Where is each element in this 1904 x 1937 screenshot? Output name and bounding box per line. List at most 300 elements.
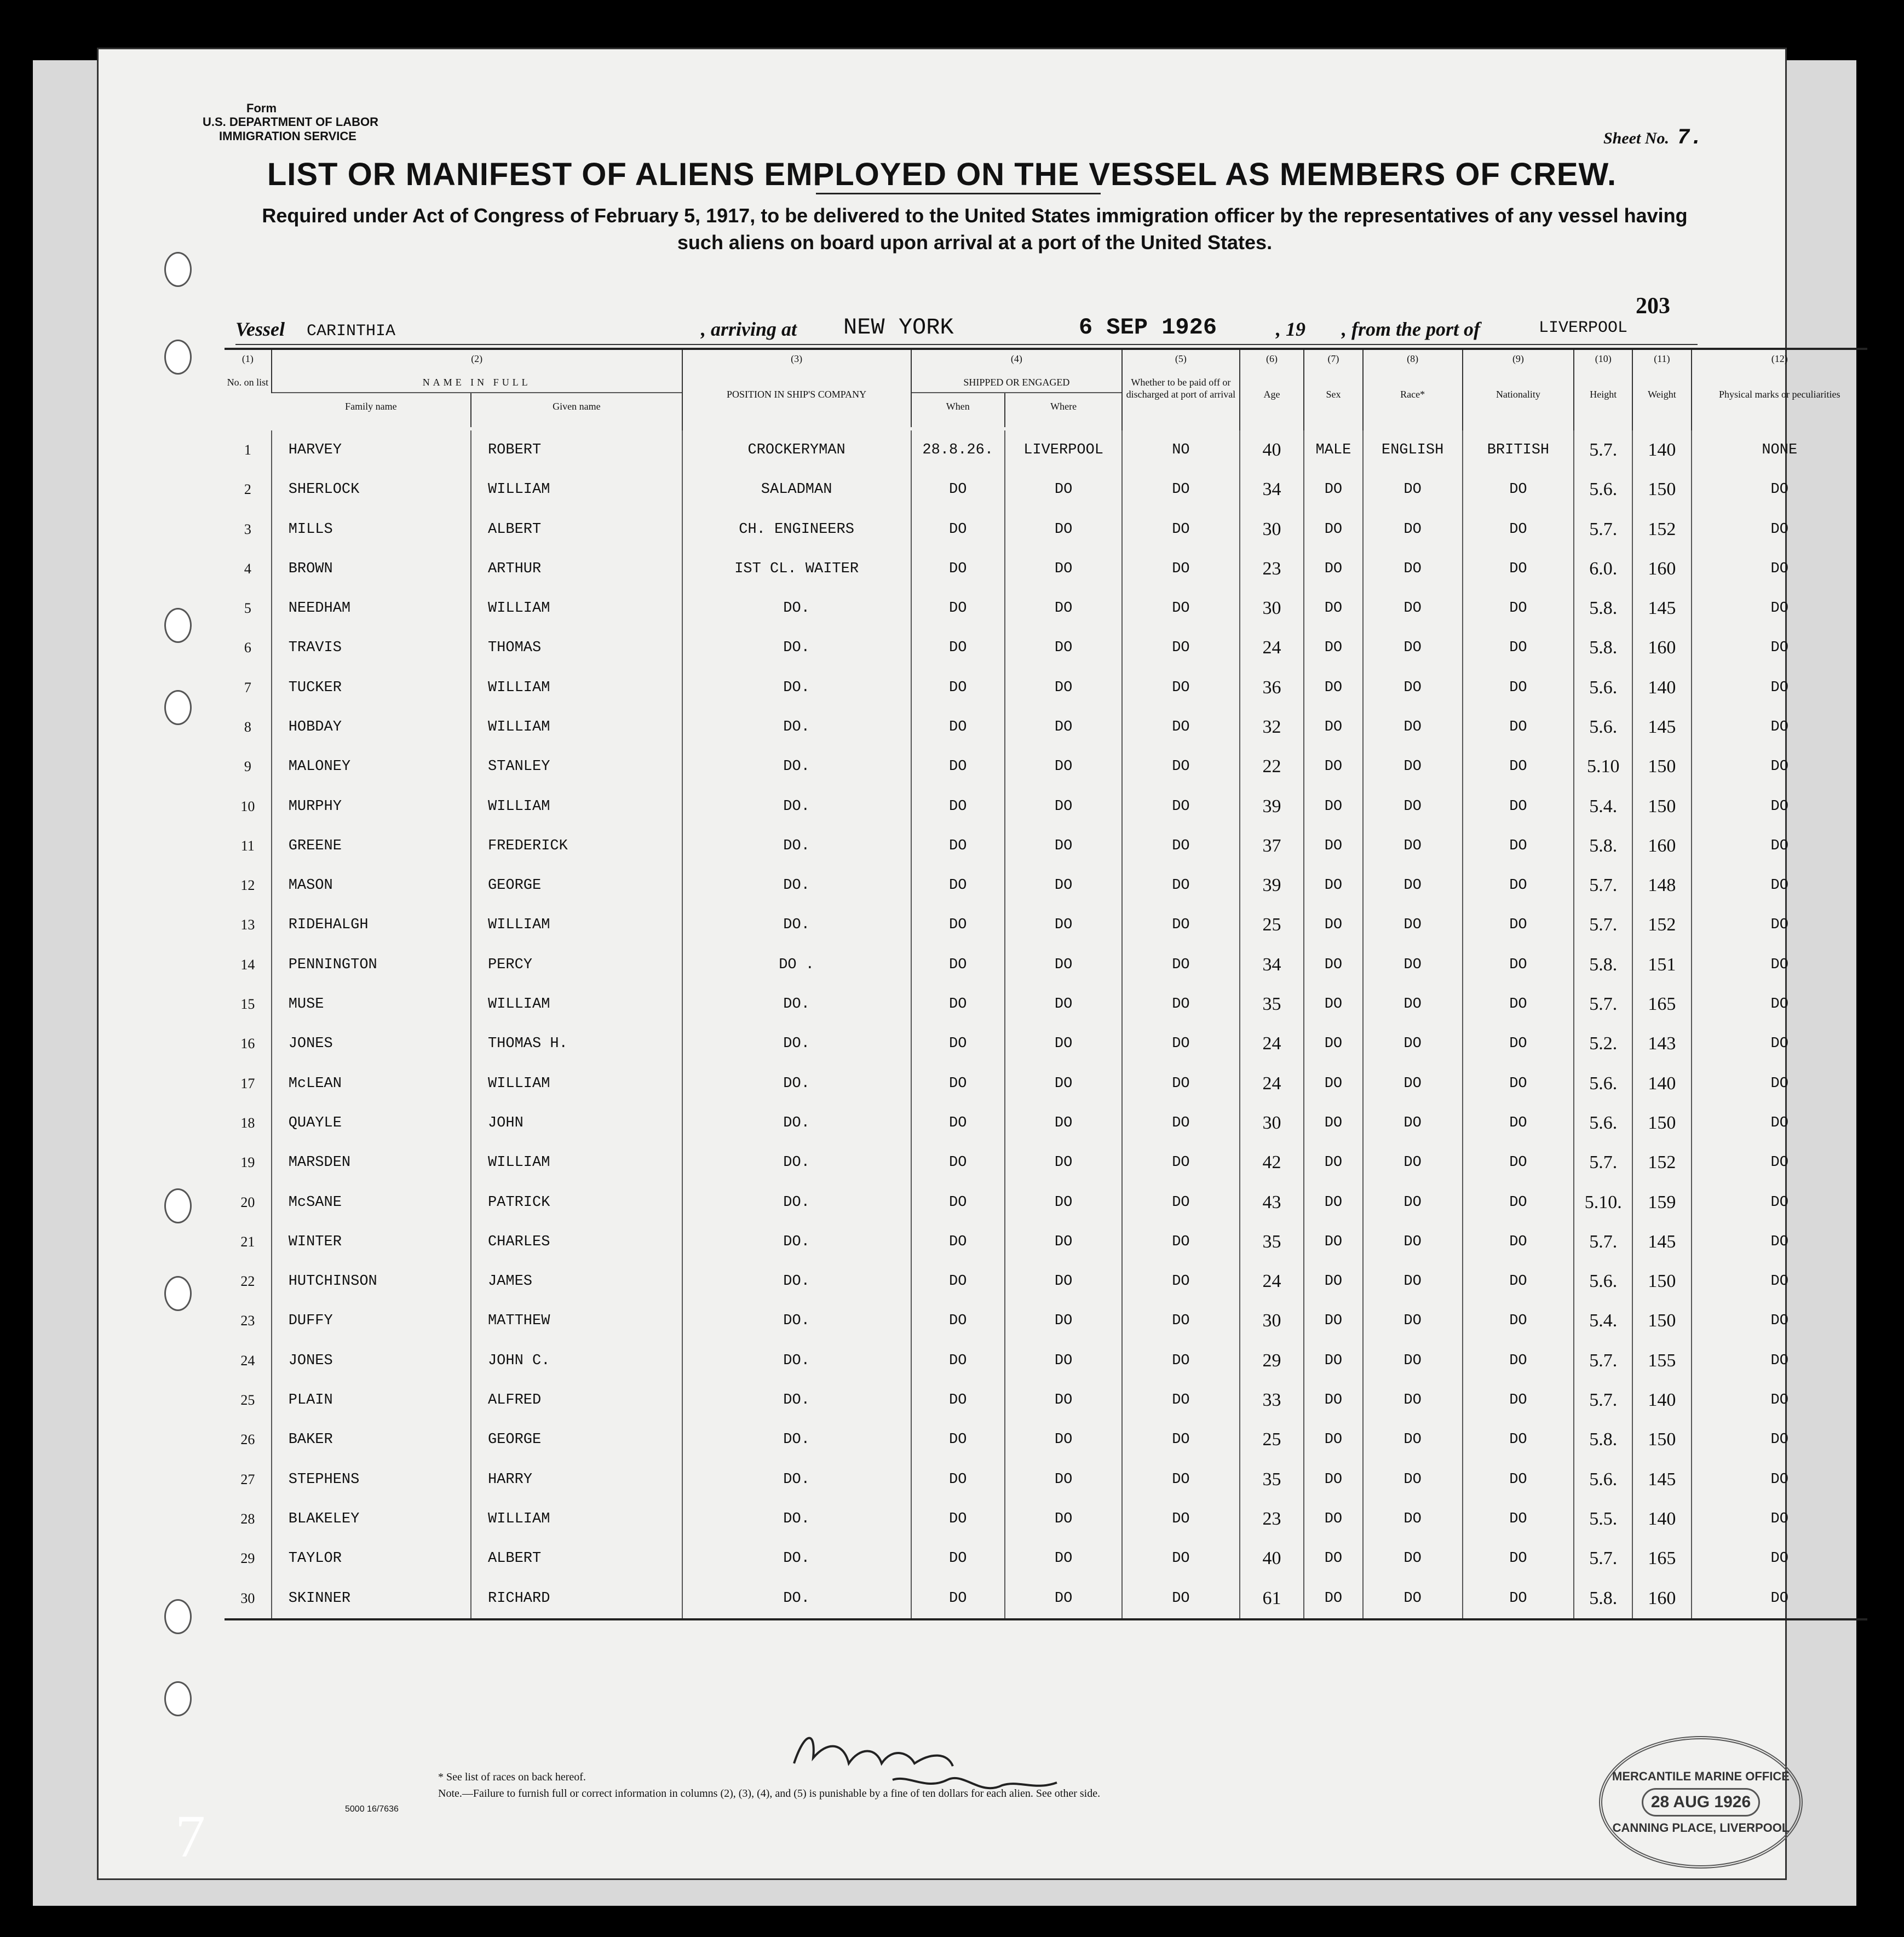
cell-weight: 140 [1632, 1381, 1691, 1420]
col-where-header: Where [1005, 393, 1122, 427]
cell-where: DO [1005, 1420, 1122, 1459]
cell-age: 34 [1240, 945, 1304, 985]
cell-height: 5.8. [1574, 1578, 1632, 1619]
cell-given: WILLIAM [471, 905, 682, 945]
cell-no: 14 [240, 956, 255, 973]
cell-race: DO [1363, 1420, 1463, 1459]
table-row [225, 1143, 1867, 1182]
cell-paid: DO [1122, 866, 1239, 905]
cell-marks: DO [1692, 1539, 1868, 1578]
cell-given: ALBERT [471, 1539, 682, 1578]
cell-family: TUCKER [272, 668, 471, 708]
cell-sex: DO [1304, 747, 1362, 786]
col-race-header: (8) Race* [1363, 349, 1463, 430]
cell-race: DO [1363, 1499, 1463, 1539]
cell-marks: DO [1692, 945, 1868, 985]
vessel-label: Vessel [235, 318, 285, 340]
cell-given: JOHN [471, 1103, 682, 1143]
cell-paid: DO [1122, 1341, 1239, 1381]
cell-height: 5.10. [1574, 1182, 1632, 1222]
cell-age: 30 [1240, 509, 1304, 549]
cell-nationality: DO [1463, 589, 1574, 628]
cell-where: DO [1005, 1262, 1122, 1301]
cell-family: BLAKELEY [272, 1499, 471, 1539]
cell-sex: DO [1304, 945, 1362, 985]
cell-family: PENNINGTON [272, 945, 471, 985]
cell-nationality: DO [1463, 1222, 1574, 1262]
cell-where: DO [1005, 1024, 1122, 1064]
cell-given: WILLIAM [471, 786, 682, 826]
cell-age: 35 [1240, 1222, 1304, 1262]
cell-no: 13 [240, 917, 255, 933]
cell-where: DO [1005, 1222, 1122, 1262]
sheet-number-value: 7. [1676, 126, 1703, 151]
table-row [225, 1182, 1867, 1222]
cell-race: DO [1363, 1460, 1463, 1499]
cell-when: DO [911, 945, 1005, 985]
cell-race: DO [1363, 985, 1463, 1024]
cell-position: DO. [682, 1103, 911, 1143]
arrival-date: 6 SEP 1926 [1079, 314, 1217, 341]
cell-position: DO. [682, 1420, 911, 1459]
cell-nationality: DO [1463, 708, 1574, 747]
cell-race: DO [1363, 1262, 1463, 1301]
cell-where: DO [1005, 1064, 1122, 1103]
cell-paid: DO [1122, 1539, 1239, 1578]
cell-paid: DO [1122, 1182, 1239, 1222]
cell-when: DO [911, 509, 1005, 549]
cell-paid: DO [1122, 1222, 1239, 1262]
cell-no: 12 [240, 877, 255, 894]
cell-no: 6 [244, 640, 251, 656]
cell-family: JONES [272, 1341, 471, 1381]
col-sex-header: (7) Sex [1304, 349, 1362, 430]
cell-paid: DO [1122, 905, 1239, 945]
cell-age: 25 [1240, 905, 1304, 945]
cell-height: 5.2. [1574, 1024, 1632, 1064]
col-age-header: (6) Age [1240, 349, 1304, 430]
cell-height: 5.8. [1574, 589, 1632, 628]
cell-family: GREENE [272, 826, 471, 866]
cell-paid: DO [1122, 1301, 1239, 1341]
cell-family: MUSE [272, 985, 471, 1024]
stamp-date: 28 AUG 1926 [1642, 1788, 1760, 1817]
cell-no: 26 [240, 1432, 255, 1448]
cell-given: ROBERT [471, 430, 682, 470]
cell-height: 5.6. [1574, 1460, 1632, 1499]
cell-when: DO [911, 826, 1005, 866]
cell-weight: 151 [1632, 945, 1691, 985]
cell-position: DO. [682, 1143, 911, 1182]
year-label: , 19 [1276, 318, 1305, 340]
cell-where: DO [1005, 1381, 1122, 1420]
cell-race: DO [1363, 549, 1463, 589]
cell-paid: DO [1122, 589, 1239, 628]
cell-when: DO [911, 905, 1005, 945]
cell-position: DO. [682, 905, 911, 945]
cell-age: 30 [1240, 1103, 1304, 1143]
cell-height: 5.6. [1574, 1262, 1632, 1301]
cell-nationality: DO [1463, 866, 1574, 905]
cell-no: 21 [240, 1233, 255, 1250]
cell-weight: 160 [1632, 628, 1691, 668]
cell-paid: DO [1122, 985, 1239, 1024]
col-paid-off-header: (5) Whether to be paid off or discharged at port of arrival [1122, 349, 1239, 430]
cell-weight: 150 [1632, 1420, 1691, 1459]
cell-marks: DO [1692, 866, 1868, 905]
cell-marks: DO [1692, 549, 1868, 589]
cell-family: TRAVIS [272, 628, 471, 668]
table-row [225, 589, 1867, 628]
cell-where: DO [1005, 1143, 1122, 1182]
cell-no: 25 [240, 1392, 255, 1409]
cell-marks: DO [1692, 1499, 1868, 1539]
cell-family: BAKER [272, 1420, 471, 1459]
cell-where: DO [1005, 866, 1122, 905]
col-no-header: (1) No. on list [225, 349, 272, 430]
cell-age: 23 [1240, 1499, 1304, 1539]
cell-position: DO. [682, 1578, 911, 1619]
table-row [225, 985, 1867, 1024]
cell-marks: DO [1692, 1064, 1868, 1103]
cell-paid: DO [1122, 509, 1239, 549]
arrival-port: NEW YORK [843, 314, 954, 341]
table-row [225, 1064, 1867, 1103]
cell-given: WILLIAM [471, 668, 682, 708]
cell-weight: 152 [1632, 509, 1691, 549]
cell-weight: 150 [1632, 470, 1691, 509]
cell-given: WILLIAM [471, 1143, 682, 1182]
cell-when: DO [911, 1578, 1005, 1619]
cell-age: 24 [1240, 1262, 1304, 1301]
cell-weight: 140 [1632, 1064, 1691, 1103]
cell-race: DO [1363, 1103, 1463, 1143]
cell-marks: NONE [1692, 430, 1868, 470]
cell-race: DO [1363, 1301, 1463, 1341]
cell-age: 25 [1240, 1420, 1304, 1459]
cell-where: DO [1005, 1341, 1122, 1381]
cell-family: McLEAN [272, 1064, 471, 1103]
cell-nationality: DO [1463, 1262, 1574, 1301]
cell-marks: DO [1692, 509, 1868, 549]
cell-height: 5.10 [1574, 747, 1632, 786]
form-heading [203, 101, 378, 143]
cell-age: 24 [1240, 1024, 1304, 1064]
cell-race: DO [1363, 1341, 1463, 1381]
cell-race: DO [1363, 747, 1463, 786]
cell-weight: 145 [1632, 1222, 1691, 1262]
footer-notes [438, 1769, 1100, 1802]
col-when-header: When [911, 393, 1005, 427]
cell-family: HARVEY [272, 430, 471, 470]
cell-no: 27 [240, 1471, 255, 1487]
cell-height: 5.8. [1574, 826, 1632, 866]
cell-no: 17 [240, 1075, 255, 1091]
cell-when: DO [911, 1064, 1005, 1103]
cell-family: QUAYLE [272, 1103, 471, 1143]
cell-no: 3 [244, 521, 251, 537]
cell-when: DO [911, 1143, 1005, 1182]
cell-family: HOBDAY [272, 708, 471, 747]
cell-weight: 165 [1632, 985, 1691, 1024]
cell-nationality: DO [1463, 628, 1574, 668]
cell-race: DO [1363, 509, 1463, 549]
cell-no: 9 [244, 758, 251, 775]
cell-where: DO [1005, 826, 1122, 866]
table-row [225, 708, 1867, 747]
cell-age: 42 [1240, 1143, 1304, 1182]
cell-race: DO [1363, 905, 1463, 945]
cell-weight: 160 [1632, 1578, 1691, 1619]
cell-race: DO [1363, 945, 1463, 985]
cell-position: DO. [682, 1460, 911, 1499]
penalty-note: Note.—Failure to furnish full or correct information in columns (2), (3), (4), and (5) is punishable by a fine of ten dollars for each alien. See other side. [438, 1787, 1101, 1800]
cell-nationality: DO [1463, 1143, 1574, 1182]
cell-paid: DO [1122, 708, 1239, 747]
cell-where: DO [1005, 1103, 1122, 1143]
cell-family: MALONEY [272, 747, 471, 786]
cell-where: DO [1005, 1499, 1122, 1539]
cell-where: DO [1005, 1539, 1122, 1578]
cell-race: DO [1363, 1182, 1463, 1222]
cell-race: DO [1363, 866, 1463, 905]
cell-family: PLAIN [272, 1381, 471, 1420]
cell-marks: DO [1692, 826, 1868, 866]
cell-family: SKINNER [272, 1578, 471, 1619]
title-rule [816, 193, 1101, 194]
table-row [225, 1262, 1867, 1301]
cell-marks: DO [1692, 589, 1868, 628]
cell-family: McSANE [272, 1182, 471, 1222]
cell-given: WILLIAM [471, 1499, 682, 1539]
cell-sex: DO [1304, 1103, 1362, 1143]
cell-marks: DO [1692, 1262, 1868, 1301]
cell-marks: DO [1692, 985, 1868, 1024]
cell-when: DO [911, 1103, 1005, 1143]
cell-weight: 140 [1632, 1499, 1691, 1539]
cell-when: DO [911, 589, 1005, 628]
cell-height: 5.7. [1574, 1381, 1632, 1420]
cell-where: DO [1005, 549, 1122, 589]
cell-paid: DO [1122, 1460, 1239, 1499]
cell-nationality: DO [1463, 945, 1574, 985]
cell-weight: 159 [1632, 1182, 1691, 1222]
cell-when: DO [911, 985, 1005, 1024]
cell-nationality: DO [1463, 1460, 1574, 1499]
cell-age: 24 [1240, 628, 1304, 668]
table-row [225, 1539, 1867, 1578]
cell-sex: DO [1304, 708, 1362, 747]
cell-nationality: DO [1463, 1499, 1574, 1539]
cell-paid: DO [1122, 826, 1239, 866]
cell-when: DO [911, 708, 1005, 747]
cell-weight: 145 [1632, 708, 1691, 747]
cell-family: MILLS [272, 509, 471, 549]
cell-paid: DO [1122, 945, 1239, 985]
table-row [225, 1578, 1867, 1619]
cell-height: 6.0. [1574, 549, 1632, 589]
cell-given: ALFRED [471, 1381, 682, 1420]
table-row [225, 430, 1867, 470]
cell-sex: DO [1304, 1143, 1362, 1182]
cell-age: 35 [1240, 985, 1304, 1024]
cell-when: DO [911, 470, 1005, 509]
cell-when: DO [911, 866, 1005, 905]
cell-weight: 152 [1632, 905, 1691, 945]
cell-race: DO [1363, 589, 1463, 628]
cell-height: 5.7. [1574, 905, 1632, 945]
cell-paid: DO [1122, 470, 1239, 509]
cell-age: 30 [1240, 589, 1304, 628]
cell-race: DO [1363, 786, 1463, 826]
table-row [225, 1381, 1867, 1420]
cell-position: DO. [682, 1381, 911, 1420]
cell-sex: DO [1304, 1499, 1362, 1539]
cell-position: DO. [682, 1222, 911, 1262]
cell-height: 5.4. [1574, 1301, 1632, 1341]
cell-given: PATRICK [471, 1182, 682, 1222]
page-subtitle: Required under Act of Congress of February 5, 1917, to be delivered to the United States immigration officer by the representatives of any vessel having such aliens on board upon arrival at a port of the United States. [262, 204, 1688, 254]
cell-where: DO [1005, 708, 1122, 747]
cell-age: 61 [1240, 1578, 1304, 1619]
cell-paid: DO [1122, 1064, 1239, 1103]
cell-marks: DO [1692, 1103, 1868, 1143]
cell-sex: DO [1304, 1064, 1362, 1103]
cell-sex: DO [1304, 1262, 1362, 1301]
table-row [225, 1499, 1867, 1539]
cell-race: ENGLISH [1363, 430, 1463, 470]
cell-height: 5.8. [1574, 628, 1632, 668]
cell-marks: DO [1692, 470, 1868, 509]
page-mark: 7 [175, 1803, 205, 1870]
cell-nationality: DO [1463, 1103, 1574, 1143]
cell-marks: DO [1692, 628, 1868, 668]
cell-position: DO. [682, 747, 911, 786]
cell-race: DO [1363, 1222, 1463, 1262]
cell-family: MURPHY [272, 786, 471, 826]
cell-marks: DO [1692, 708, 1868, 747]
cell-given: WILLIAM [471, 470, 682, 509]
cell-position: DO. [682, 628, 911, 668]
cell-sex: DO [1304, 628, 1362, 668]
cell-height: 5.7. [1574, 430, 1632, 470]
cell-marks: DO [1692, 786, 1868, 826]
cell-no: 22 [240, 1273, 255, 1290]
cell-given: CHARLES [471, 1222, 682, 1262]
cell-no: 1 [244, 441, 251, 458]
cell-weight: 148 [1632, 866, 1691, 905]
cell-paid: DO [1122, 1103, 1239, 1143]
cell-given: PERCY [471, 945, 682, 985]
table-row [225, 470, 1867, 509]
cell-nationality: DO [1463, 1301, 1574, 1341]
cell-paid: DO [1122, 1578, 1239, 1619]
cell-where: DO [1005, 589, 1122, 628]
col-family-header: Family name [272, 393, 471, 427]
cell-height: 5.8. [1574, 945, 1632, 985]
cell-where: DO [1005, 786, 1122, 826]
cell-nationality: DO [1463, 747, 1574, 786]
cell-weight: 160 [1632, 826, 1691, 866]
cell-height: 5.7. [1574, 1143, 1632, 1182]
cell-position: DO. [682, 1024, 911, 1064]
table-row [225, 905, 1867, 945]
cell-weight: 152 [1632, 1143, 1691, 1182]
cell-no: 29 [240, 1550, 255, 1567]
cell-nationality: DO [1463, 826, 1574, 866]
col-marks-header: (12) Physical marks or peculiarities [1692, 349, 1868, 430]
cell-position: CH. ENGINEERS [682, 509, 911, 549]
cell-family: MARSDEN [272, 1143, 471, 1182]
cell-given: WILLIAM [471, 589, 682, 628]
cell-family: SHERLOCK [272, 470, 471, 509]
cell-race: DO [1363, 708, 1463, 747]
cell-marks: DO [1692, 1341, 1868, 1381]
cell-race: DO [1363, 826, 1463, 866]
cell-paid: DO [1122, 1381, 1239, 1420]
cell-when: DO [911, 1182, 1005, 1222]
cell-age: 39 [1240, 786, 1304, 826]
cell-weight: 143 [1632, 1024, 1691, 1064]
cell-paid: DO [1122, 668, 1239, 708]
cell-sex: DO [1304, 985, 1362, 1024]
from-port-label: , from the port of [1342, 318, 1481, 340]
cell-given: JAMES [471, 1262, 682, 1301]
col-weight-header: (11) Weight [1632, 349, 1691, 430]
cell-when: DO [911, 1024, 1005, 1064]
cell-no: 28 [240, 1510, 255, 1527]
cell-marks: DO [1692, 1381, 1868, 1420]
cell-where: DO [1005, 747, 1122, 786]
cell-sex: DO [1304, 786, 1362, 826]
cell-marks: DO [1692, 1578, 1868, 1619]
cell-when: DO [911, 1381, 1005, 1420]
cell-sex: DO [1304, 1578, 1362, 1619]
cell-paid: DO [1122, 1262, 1239, 1301]
cell-where: DO [1005, 668, 1122, 708]
cell-age: 34 [1240, 470, 1304, 509]
cell-where: DO [1005, 1578, 1122, 1619]
cell-sex: MALE [1304, 430, 1362, 470]
cell-given: FREDERICK [471, 826, 682, 866]
cell-nationality: DO [1463, 668, 1574, 708]
cell-age: 24 [1240, 1064, 1304, 1103]
cell-sex: DO [1304, 866, 1362, 905]
cell-age: 33 [1240, 1381, 1304, 1420]
cell-marks: DO [1692, 747, 1868, 786]
cell-marks: DO [1692, 1222, 1868, 1262]
cell-given: MATTHEW [471, 1301, 682, 1341]
cell-position: DO. [682, 1262, 911, 1301]
vessel-line [235, 312, 1698, 345]
cell-given: WILLIAM [471, 1064, 682, 1103]
cell-age: 23 [1240, 549, 1304, 589]
cell-sex: DO [1304, 589, 1362, 628]
cell-when: DO [911, 1341, 1005, 1381]
col-name-header: (2) NAME IN FULL [272, 349, 682, 393]
cell-sex: DO [1304, 1182, 1362, 1222]
cell-height: 5.6. [1574, 1103, 1632, 1143]
cell-weight: 145 [1632, 589, 1691, 628]
page-title: LIST OR MANIFEST OF ALIENS EMPLOYED ON THE VESSEL AS MEMBERS OF CREW. [267, 157, 1617, 192]
cell-given: THOMAS [471, 628, 682, 668]
cell-when: DO [911, 786, 1005, 826]
cell-no: 8 [244, 719, 251, 735]
cell-no: 11 [240, 837, 255, 854]
cell-race: DO [1363, 470, 1463, 509]
cell-given: WILLIAM [471, 985, 682, 1024]
table-row [225, 826, 1867, 866]
